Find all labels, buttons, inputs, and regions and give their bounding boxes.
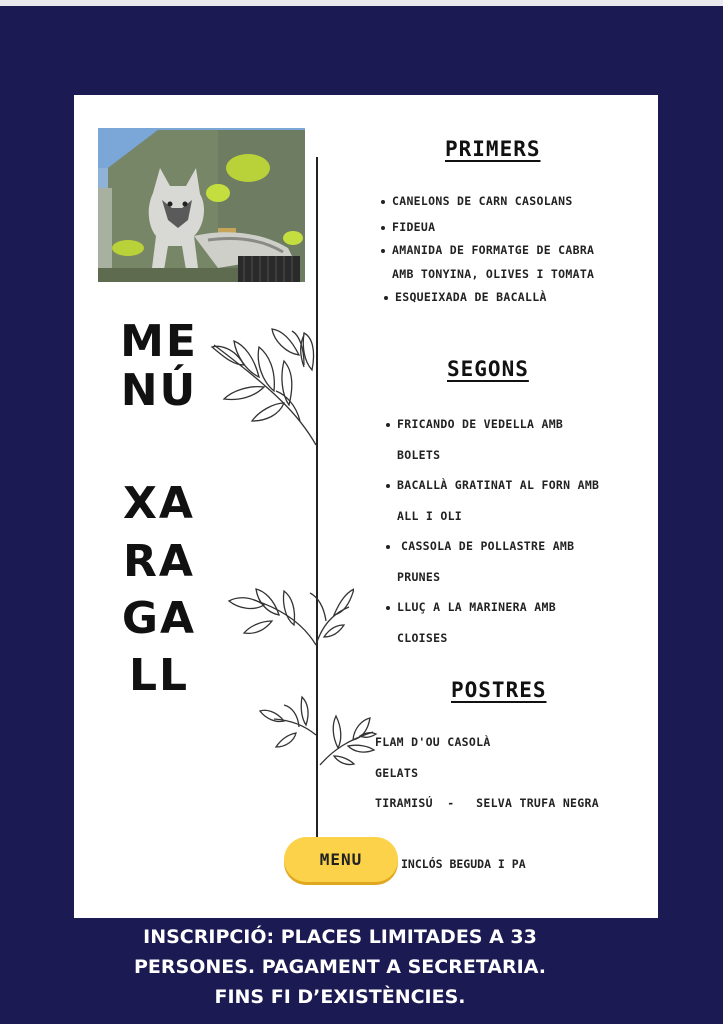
- title-line: NÚ: [120, 365, 198, 416]
- leaf-branch-icon: [318, 710, 378, 770]
- menu-card: [74, 95, 658, 918]
- menu-item: LLUÇ A LA MARINERA AMB: [397, 600, 556, 614]
- bullet: [384, 296, 388, 300]
- bullet: [386, 484, 390, 488]
- menu-item: BACALLÀ GRATINAT AL FORN AMB: [397, 478, 600, 492]
- bullet: [386, 606, 390, 610]
- menu-item: AMB TONYINA, OLIVES I TOMATA: [392, 267, 595, 281]
- title-line: LL: [128, 650, 190, 701]
- menu-item: PRUNES: [397, 570, 441, 584]
- footer-line: PERSONES. PAGAMENT A SECRETARIA.: [133, 956, 547, 978]
- menu-item: FIDEUA: [392, 220, 436, 234]
- title-line: ME: [120, 316, 198, 367]
- footer-line: INSCRIPCIÓ: PLACES LIMITADES A 33: [143, 926, 537, 948]
- footer-notice: [0, 922, 680, 1012]
- menu-badge: MENU: [284, 837, 398, 882]
- menu-item: GELATS: [375, 766, 419, 780]
- includes-note: INCLÓS BEGUDA I PA: [401, 857, 526, 871]
- footer-line: FINS FI D’EXISTÈNCIES.: [214, 986, 466, 1008]
- menu-item: AMANIDA DE FORMATGE DE CABRA: [392, 243, 595, 257]
- section-heading-postres: POSTRES: [451, 678, 547, 702]
- menu-item: CASSOLA DE POLLASTRE AMB: [401, 539, 575, 553]
- menu-item: CLOISES: [397, 631, 448, 645]
- menu-item: FLAM D'OU CASOLÀ: [375, 735, 491, 749]
- title-line: RA: [123, 536, 195, 587]
- section-heading-primers: PRIMERS: [445, 137, 541, 161]
- menu-item: FRICANDO DE VEDELLA AMB: [397, 417, 564, 431]
- menu-item: ESQUEIXADA DE BACALLÀ: [395, 290, 547, 304]
- bullet: [386, 545, 390, 549]
- menu-item: BOLETS: [397, 448, 441, 462]
- top-strip: [0, 0, 723, 6]
- menu-item: TIRAMISÚ - SELVA TRUFA NEGRA: [375, 796, 599, 810]
- section-heading-segons: SEGONS: [447, 357, 529, 381]
- bullet: [386, 423, 390, 427]
- menu-item: ALL I OLI: [397, 509, 463, 523]
- bullet: [381, 200, 385, 204]
- bullet: [381, 226, 385, 230]
- title-line: GA: [121, 593, 197, 644]
- title-line: XA: [123, 478, 195, 529]
- wolf-mural-photo: [98, 128, 305, 282]
- menu-item: CANELONS DE CARN CASOLANS: [392, 194, 573, 208]
- bullet: [381, 249, 385, 253]
